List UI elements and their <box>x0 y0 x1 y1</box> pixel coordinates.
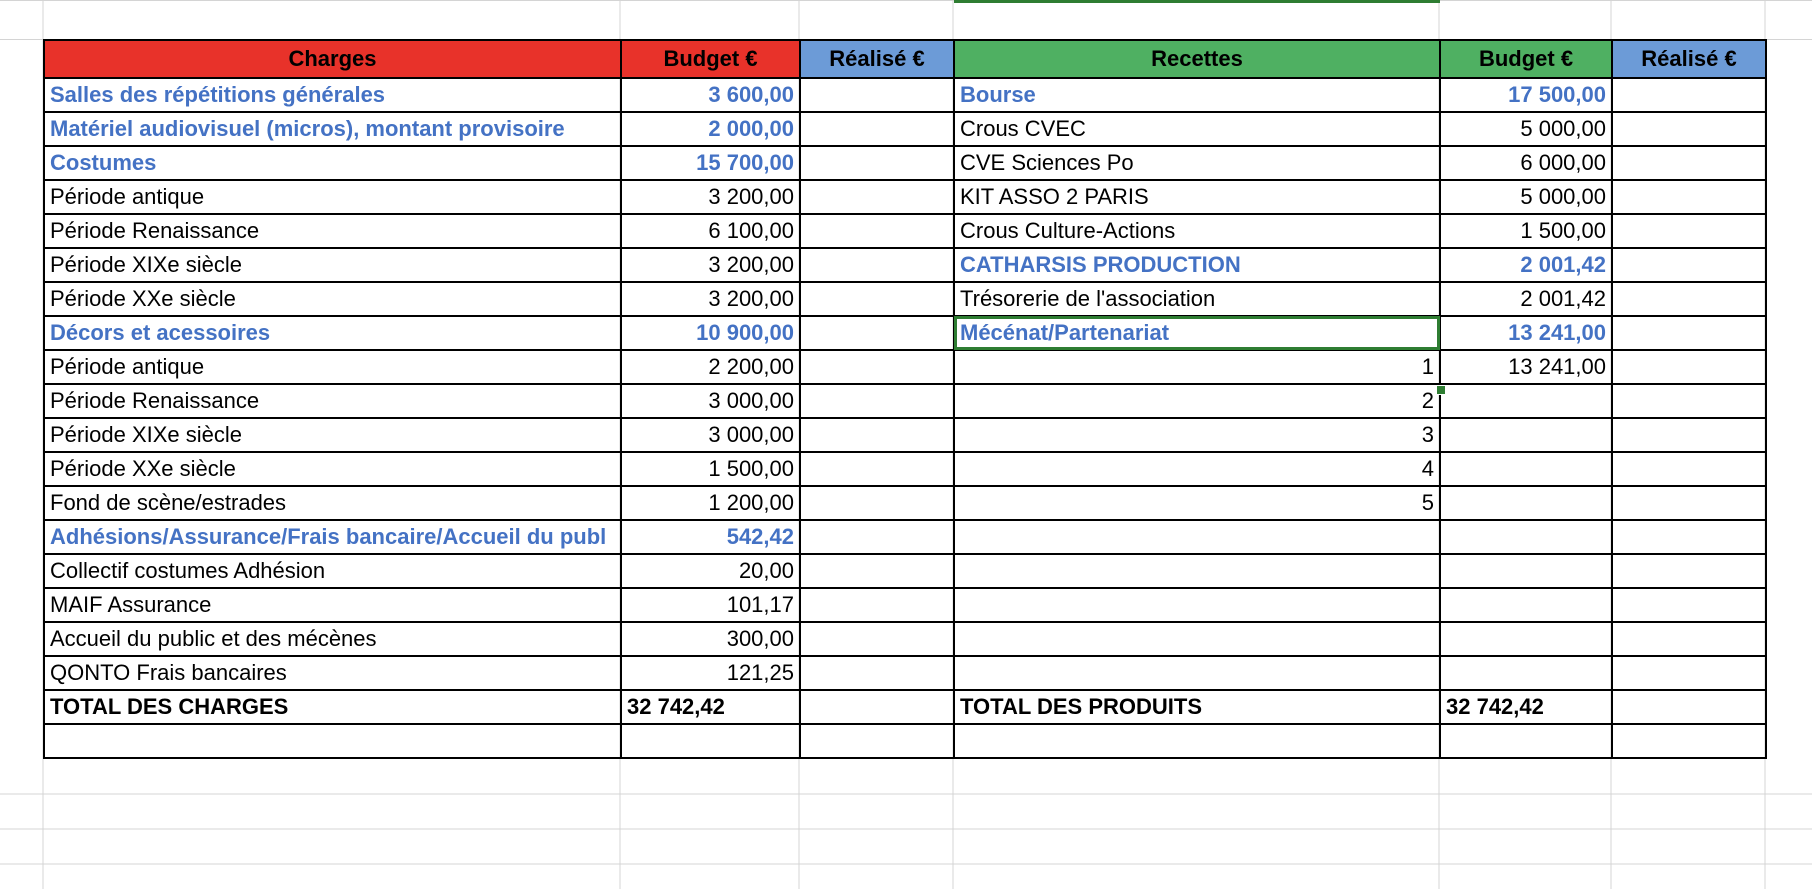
recette-budget-cell[interactable]: 6 000,00 <box>1440 146 1612 180</box>
recette-budget-cell[interactable] <box>1440 384 1612 418</box>
recette-label-cell[interactable] <box>954 656 1440 690</box>
charge-label-cell[interactable]: Accueil du public et des mécènes <box>44 622 621 656</box>
recette-realise-cell[interactable] <box>1612 214 1766 248</box>
charge-realise-cell[interactable] <box>800 384 954 418</box>
recette-realise-cell[interactable] <box>1612 486 1766 520</box>
header-budget-recettes[interactable]: Budget € <box>1440 40 1612 78</box>
recette-budget-cell[interactable] <box>1440 452 1612 486</box>
table-row <box>44 78 1766 112</box>
recette-realise-cell[interactable] <box>1612 384 1766 418</box>
table-row <box>44 350 1766 384</box>
charge-label-cell[interactable]: Adhésions/Assurance/Frais bancaire/Accueil du publ <box>44 520 621 554</box>
table-row <box>44 282 1766 316</box>
charge-budget-cell[interactable]: 15 700,00 <box>621 146 800 180</box>
recette-budget-cell[interactable]: 13 241,00 <box>1440 316 1612 350</box>
recette-label-cell[interactable]: 1 <box>954 350 1440 384</box>
recette-label-cell[interactable] <box>954 588 1440 622</box>
charge-realise-cell[interactable] <box>800 418 954 452</box>
recette-label-cell[interactable]: Mécénat/Partenariat <box>954 316 1440 350</box>
charge-label-cell[interactable]: Période antique <box>44 350 621 384</box>
charge-realise-cell[interactable] <box>800 486 954 520</box>
recette-label-cell[interactable]: 2 <box>954 384 1440 418</box>
recette-realise-cell[interactable] <box>1612 112 1766 146</box>
charge-budget-cell[interactable]: 10 900,00 <box>621 316 800 350</box>
recette-budget-cell[interactable]: 17 500,00 <box>1440 78 1612 112</box>
recette-realise-cell[interactable] <box>1612 656 1766 690</box>
recette-realise-cell[interactable] <box>1612 520 1766 554</box>
charge-label-cell[interactable]: Matériel audiovisuel (micros), montant provisoire <box>44 112 621 146</box>
recette-realise-cell[interactable] <box>1612 180 1766 214</box>
total-produits-value[interactable]: 32 742,42 <box>1440 690 1612 724</box>
recette-label-cell[interactable]: 4 <box>954 452 1440 486</box>
recette-budget-cell[interactable] <box>1440 520 1612 554</box>
charge-realise-cell[interactable] <box>800 316 954 350</box>
charge-label-cell[interactable]: Période XXe siècle <box>44 282 621 316</box>
charge-label-cell[interactable]: Collectif costumes Adhésion <box>44 554 621 588</box>
charge-label-cell[interactable]: Période Renaissance <box>44 214 621 248</box>
charge-realise-cell[interactable] <box>800 112 954 146</box>
charge-budget-cell[interactable]: 3 000,00 <box>621 384 800 418</box>
charge-label-cell[interactable]: MAIF Assurance <box>44 588 621 622</box>
total-produits-label[interactable]: TOTAL DES PRODUITS <box>954 690 1440 724</box>
charge-label-cell[interactable]: QONTO Frais bancaires <box>44 656 621 690</box>
charge-budget-cell[interactable]: 101,17 <box>621 588 800 622</box>
charge-budget-cell[interactable]: 3 200,00 <box>621 282 800 316</box>
table-row <box>44 384 1766 418</box>
header-row <box>44 40 1766 78</box>
table-row <box>44 180 1766 214</box>
charge-budget-cell[interactable]: 6 100,00 <box>621 214 800 248</box>
recette-budget-cell[interactable]: 13 241,00 <box>1440 350 1612 384</box>
table-row <box>44 316 1766 350</box>
charge-realise-cell[interactable] <box>800 248 954 282</box>
recette-realise-cell[interactable] <box>1612 146 1766 180</box>
charge-label-cell[interactable]: Période XIXe siècle <box>44 248 621 282</box>
recette-budget-cell[interactable]: 2 001,42 <box>1440 282 1612 316</box>
empty-cell[interactable] <box>954 724 1440 758</box>
table-row <box>44 452 1766 486</box>
table-row <box>44 418 1766 452</box>
charge-budget-cell[interactable]: 3 000,00 <box>621 418 800 452</box>
charge-label-cell[interactable]: Décors et acessoires <box>44 316 621 350</box>
charge-budget-cell[interactable]: 300,00 <box>621 622 800 656</box>
recette-realise-cell[interactable] <box>1612 282 1766 316</box>
recette-realise-cell[interactable] <box>1612 78 1766 112</box>
empty-cell[interactable] <box>800 724 954 758</box>
table-row <box>44 486 1766 520</box>
charge-budget-cell[interactable]: 3 200,00 <box>621 248 800 282</box>
charge-budget-cell[interactable]: 3 600,00 <box>621 78 800 112</box>
recette-budget-cell[interactable]: 5 000,00 <box>1440 112 1612 146</box>
recette-label-cell[interactable] <box>954 554 1440 588</box>
header-recettes[interactable]: Recettes <box>954 40 1440 78</box>
charge-realise-cell[interactable] <box>800 146 954 180</box>
total-charges-label[interactable]: TOTAL DES CHARGES <box>44 690 621 724</box>
charge-budget-cell[interactable]: 2 200,00 <box>621 350 800 384</box>
total-produits-realise[interactable] <box>1612 690 1766 724</box>
budget-table <box>43 39 1767 759</box>
table-row <box>44 112 1766 146</box>
recette-label-cell[interactable]: KIT ASSO 2 PARIS <box>954 180 1440 214</box>
charge-label-cell[interactable]: Période XIXe siècle <box>44 418 621 452</box>
empty-cell[interactable] <box>44 724 621 758</box>
charge-label-cell[interactable]: Costumes <box>44 146 621 180</box>
recette-label-cell[interactable]: 3 <box>954 418 1440 452</box>
recette-realise-cell[interactable] <box>1612 350 1766 384</box>
header-charges[interactable]: Charges <box>44 40 621 78</box>
recette-label-cell[interactable]: Trésorerie de l'association <box>954 282 1440 316</box>
recette-budget-cell[interactable]: 2 001,42 <box>1440 248 1612 282</box>
recette-label-cell[interactable] <box>954 622 1440 656</box>
recette-realise-cell[interactable] <box>1612 554 1766 588</box>
empty-row <box>44 724 1766 758</box>
recette-budget-cell[interactable] <box>1440 622 1612 656</box>
recette-budget-cell[interactable] <box>1440 486 1612 520</box>
recette-label-cell[interactable]: Crous Culture-Actions <box>954 214 1440 248</box>
recette-label-cell[interactable]: Crous CVEC <box>954 112 1440 146</box>
recette-label-cell[interactable]: 5 <box>954 486 1440 520</box>
charge-realise-cell[interactable] <box>800 452 954 486</box>
empty-cell[interactable] <box>621 724 800 758</box>
recette-budget-cell[interactable]: 5 000,00 <box>1440 180 1612 214</box>
charge-budget-cell[interactable]: 2 000,00 <box>621 112 800 146</box>
total-charges-realise[interactable] <box>800 690 954 724</box>
recette-realise-cell[interactable] <box>1612 418 1766 452</box>
selection-fill-handle[interactable] <box>1436 385 1446 395</box>
recette-budget-cell[interactable] <box>1440 588 1612 622</box>
table-row <box>44 248 1766 282</box>
recette-label-cell[interactable] <box>954 520 1440 554</box>
charge-realise-cell[interactable] <box>800 180 954 214</box>
recette-realise-cell[interactable] <box>1612 622 1766 656</box>
charge-realise-cell[interactable] <box>800 214 954 248</box>
header-realise-recettes[interactable]: Réalisé € <box>1612 40 1766 78</box>
charge-realise-cell[interactable] <box>800 588 954 622</box>
header-budget-charges[interactable]: Budget € <box>621 40 800 78</box>
recette-realise-cell[interactable] <box>1612 452 1766 486</box>
table-row <box>44 656 1766 690</box>
charge-label-cell[interactable]: Période antique <box>44 180 621 214</box>
recette-realise-cell[interactable] <box>1612 316 1766 350</box>
table-row <box>44 146 1766 180</box>
empty-cell[interactable] <box>1612 724 1766 758</box>
recette-label-cell[interactable]: Bourse <box>954 78 1440 112</box>
charge-realise-cell[interactable] <box>800 520 954 554</box>
recette-realise-cell[interactable] <box>1612 248 1766 282</box>
header-realise-charges[interactable]: Réalisé € <box>800 40 954 78</box>
charge-label-cell[interactable]: Période Renaissance <box>44 384 621 418</box>
selected-column-indicator <box>954 0 1440 3</box>
recette-realise-cell[interactable] <box>1612 588 1766 622</box>
charge-label-cell[interactable]: Salles des répétitions générales <box>44 78 621 112</box>
charge-label-cell[interactable]: Période XXe siècle <box>44 452 621 486</box>
charge-budget-cell[interactable]: 542,42 <box>621 520 800 554</box>
empty-cell[interactable] <box>1440 724 1612 758</box>
charge-budget-cell[interactable]: 121,25 <box>621 656 800 690</box>
recette-label-cell[interactable]: CATHARSIS PRODUCTION <box>954 248 1440 282</box>
table-row <box>44 214 1766 248</box>
recette-budget-cell[interactable]: 1 500,00 <box>1440 214 1612 248</box>
table-row <box>44 554 1766 588</box>
total-charges-value[interactable]: 32 742,42 <box>621 690 800 724</box>
charge-budget-cell[interactable]: 20,00 <box>621 554 800 588</box>
recette-budget-cell[interactable] <box>1440 656 1612 690</box>
charge-budget-cell[interactable]: 1 500,00 <box>621 452 800 486</box>
table-row <box>44 588 1766 622</box>
recette-budget-cell[interactable] <box>1440 554 1612 588</box>
table-row <box>44 622 1766 656</box>
charge-budget-cell[interactable]: 1 200,00 <box>621 486 800 520</box>
charge-realise-cell[interactable] <box>800 622 954 656</box>
charge-realise-cell[interactable] <box>800 656 954 690</box>
charge-budget-cell[interactable]: 3 200,00 <box>621 180 800 214</box>
table-row <box>44 520 1766 554</box>
recette-budget-cell[interactable] <box>1440 418 1612 452</box>
charge-realise-cell[interactable] <box>800 78 954 112</box>
charge-realise-cell[interactable] <box>800 350 954 384</box>
charge-realise-cell[interactable] <box>800 554 954 588</box>
recette-label-cell[interactable]: CVE Sciences Po <box>954 146 1440 180</box>
totals-row <box>44 690 1766 724</box>
charge-realise-cell[interactable] <box>800 282 954 316</box>
charge-label-cell[interactable]: Fond de scène/estrades <box>44 486 621 520</box>
